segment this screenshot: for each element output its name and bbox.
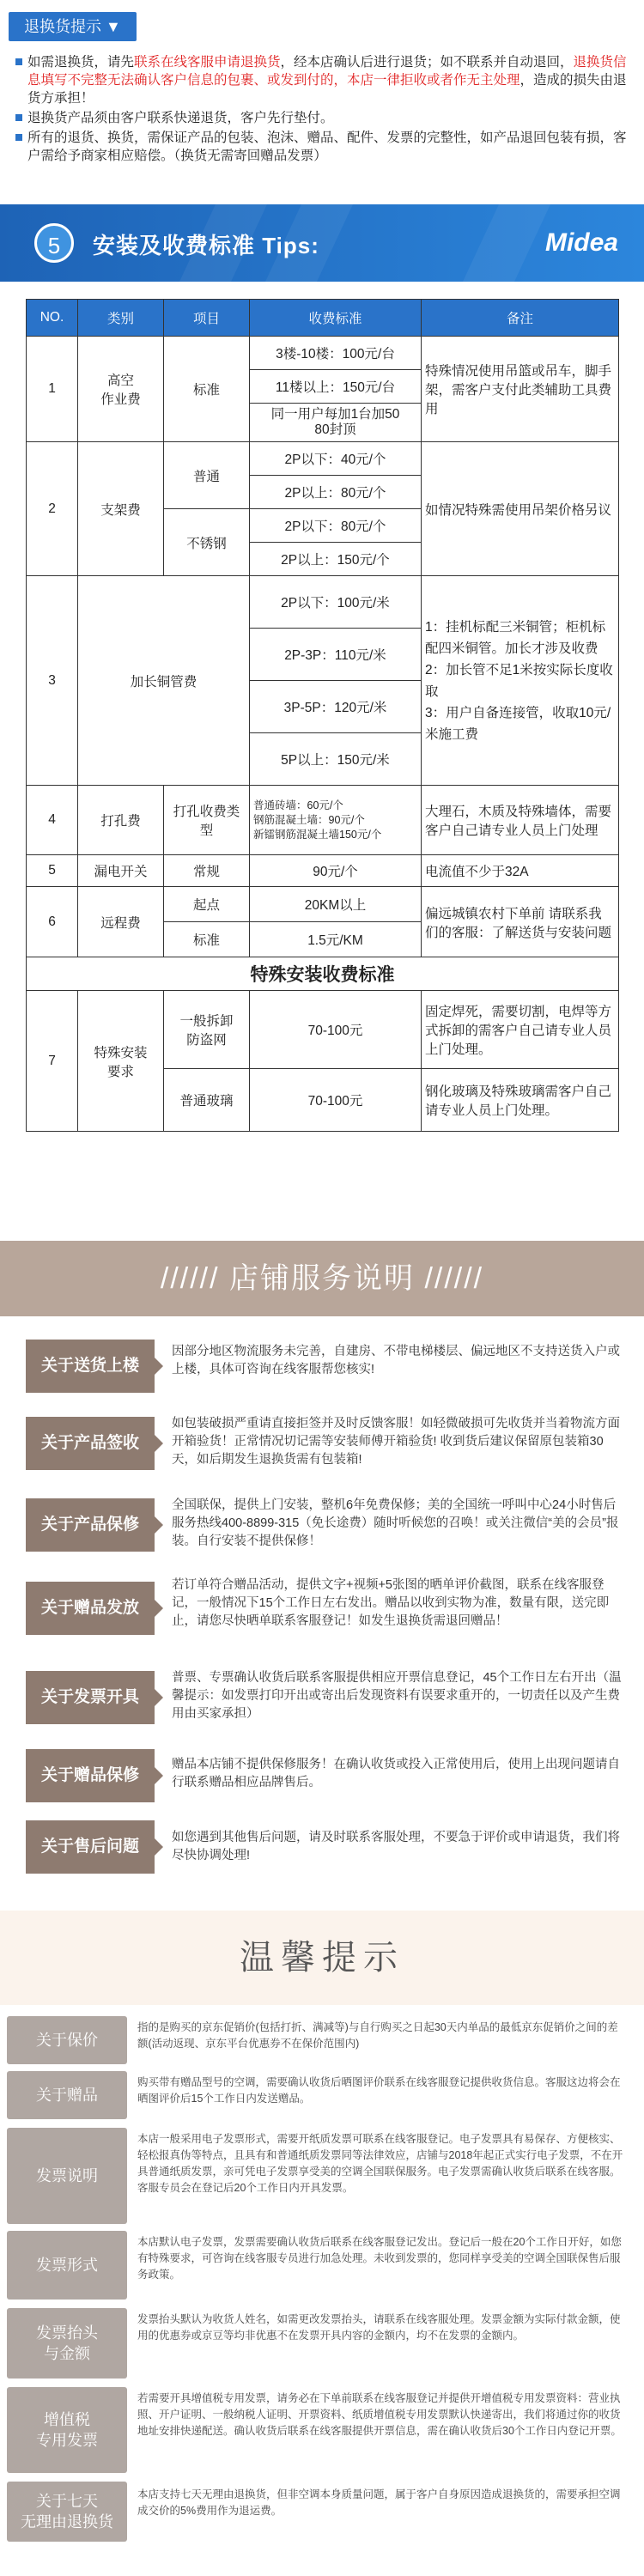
fee-cell: 2P-3P：110元/米 [250, 629, 422, 681]
column-header: 备注 [422, 300, 619, 337]
fee-cell: 90元/个 [250, 855, 422, 887]
return-notice-item: 退换货产品须由客户联系快递退货，客户先行垫付。 [15, 109, 627, 127]
table-row [27, 855, 619, 887]
tip-label: 增值税 专用发票 [7, 2387, 127, 2473]
column-header: NO. [27, 300, 78, 337]
tip-label: 关于保价 [7, 2016, 127, 2064]
note-cell: 大理石，木质及特殊墙体，需要客户自己请专业人员上门处理 [422, 786, 619, 855]
service-label: 关于赠品发放 [26, 1582, 155, 1635]
column-header: 项目 [164, 300, 250, 337]
return-notice-tag[interactable]: 退换货提示 ▼ [9, 12, 137, 41]
table-row [27, 576, 619, 629]
service-label: 关于产品签收 [26, 1417, 155, 1470]
category-cell: 支架费 [78, 442, 164, 576]
service-text: 如您遇到其他售后问题，请及时联系客服处理，不要急于评价或申请退货，我们将尽快协调处理! [172, 1831, 620, 1862]
item-cell: 打孔收费类型 [164, 786, 250, 855]
section-number-badge: 5 [34, 223, 74, 263]
category-cell: 打孔费 [78, 786, 164, 855]
return-notice-list [15, 53, 627, 167]
note-cell: 1：挂机标配三米铜管；柜机标配四米铜管。加长才涉及收费 2：加长管不足1米按实际长度收取 3：用户自备连接管，收取10元/米施工费 [422, 576, 619, 786]
fee-cell: 2P以上：150元/个 [250, 543, 422, 576]
fee-cell: 1.5元/KM [250, 922, 422, 957]
note-cell: 电流值不少于32A [422, 855, 619, 887]
tip-text: 购买带有赠品型号的空调，需要确认收货后晒图评价联系在线客服登记提供收货信息。客服这边将会在晒图评价后15个工作日内发送赠品。 [137, 2076, 621, 2105]
tip-text: 指的是购买的京东促销价(包括打折、满减等)与自行购买之日起30天内单品的最低京东促销价之间的差额(活动返现、京东平台优惠券不在保价范围内) [137, 2021, 618, 2050]
service-label: 关于售后问题 [26, 1820, 155, 1874]
service-label: 关于送货上楼 [26, 1340, 155, 1393]
table-row [27, 991, 619, 1069]
service-text: 如包装破损严重请直接拒签并及时反馈客服！如轻微破损可先收货并当着物流方面开箱验货！正常情况切记需等安装师傅开箱验货! 收到货后建议保留原包装箱30天，如后期发生退换货需有包装箱! [172, 1417, 620, 1467]
service-label: 关于发票开具 [26, 1671, 155, 1724]
fee-cell: 3P-5P：120元/米 [250, 681, 422, 733]
tip-text: 发票抬头默认为收货人姓名，如需更改发票抬头，请联系在线客服处理。发票金额为实际付款金额，使用的优惠券或京豆等均非优惠不在发票开具内容的金额内，均不在发票的金额内。 [137, 2313, 621, 2342]
fee-cell: 3楼-10楼：100元/台 [250, 337, 422, 370]
table-row [27, 786, 619, 855]
service-text: 普票、专票确认收货后联系客服提供相应开票信息登记，45个工作日左右开出（温馨提示：如发票打印开出或寄出后发现资料有误要求重开的，一切责任以及产生费用由买家承担） [172, 1671, 622, 1721]
warm-tips-header: 温馨提示 [0, 1911, 644, 2005]
category-cell: 高空 作业费 [78, 337, 164, 442]
fee-table-container [26, 299, 618, 1132]
fee-cell: 2P以下：100元/米 [250, 576, 422, 629]
special-install-subhead: 特殊安装收费标准 [27, 957, 619, 991]
note-cell: 固定焊死，需要切割，电焊等方式拆卸的需客户自己请专业人员上门处理。 [422, 991, 619, 1069]
fee-cell: 70-100元 [250, 1069, 422, 1132]
category-cell: 远程费 [78, 887, 164, 957]
note-cell: 如情况特殊需使用吊架价格另议 [422, 442, 619, 576]
service-label: 关于赠品保修 [26, 1749, 155, 1802]
fee-cell: 普通砖墙：60元/个 钢筋混凝土墙：90元/个 新镭钢筋混凝土墙150元/个 [250, 786, 422, 855]
table-row [27, 442, 619, 476]
item-cell: 起点 [164, 887, 250, 922]
tip-text: 本店一般采用电子发票形式，需要开纸质发票可联系在线客服登记。电子发票具有易保存、方便核实、轻松报真伪等特点，且具有和普通纸质发票同等法律效应，店铺与2018年起正式实行电子发票，不在开具普通纸质发票，亲可凭电子发票享受美的空调全国联保服务。电子发票需确认收货后联系在线客服。客服专员会在登记后20个工作日内开具发票。 [137, 2133, 623, 2194]
item-cell: 不锈钢 [164, 509, 250, 576]
row-number: 7 [27, 991, 78, 1132]
category-cell: 特殊安装 要求 [78, 991, 164, 1132]
row-number: 5 [27, 855, 78, 887]
tip-text: 若需要开具增值税专用发票，请务必在下单前联系在线客服登记并提供开增值税专用发票资料：营业执照、开户证明、一般纳税人证明、开票资料、纸质增值税专用发票默认快递寄出，我们将通过你的收货地址安排快递配送。确认收货后联系在线客服提供开票信息，需在确认收货后30个工作日内登记开票。 [137, 2392, 622, 2437]
table-row [27, 337, 619, 370]
row-number: 6 [27, 887, 78, 957]
brand-logo: Midea [544, 228, 618, 257]
category-cell: 加长铜管费 [78, 576, 250, 786]
fee-cell: 2P以下：80元/个 [250, 509, 422, 543]
item-cell: 标准 [164, 922, 250, 957]
fee-cell: 11楼以上：150元/台 [250, 370, 422, 404]
service-text: 赠品本店铺不提供保修服务！在确认收货或投入正常使用后，使用上出现问题请自行联系赠品相应品牌售后。 [172, 1758, 620, 1789]
tip-label: 关于七天 无理由退换货 [7, 2482, 127, 2542]
return-notice-item: 如需退换货，请先联系在线客服申请退换货，经本店确认后进行退货；如不联系并自动退回，退换货信息填写不完整无法确认客户信息的包裹、或发到付的，本店一律拒收或者作无主处理，造成的损失由退货方承担！ [15, 53, 627, 107]
item-cell: 普通 [164, 442, 250, 509]
fee-cell: 70-100元 [250, 991, 422, 1069]
table-row [27, 887, 619, 922]
tip-label: 关于赠品 [7, 2071, 127, 2119]
fee-cell: 2P以上：80元/个 [250, 476, 422, 509]
note-cell: 特殊情况使用吊篮或吊车，脚手架，需客户支付此类辅助工具费用 [422, 337, 619, 442]
tip-label: 发票形式 [7, 2231, 127, 2300]
row-number: 1 [27, 337, 78, 442]
shop-service-header: ////// 店铺服务说明 ////// [0, 1241, 644, 1316]
fee-cell: 2P以下：40元/个 [250, 442, 422, 476]
install-fee-banner [0, 204, 644, 282]
service-text: 因部分地区物流服务未完善，自建房、不带电梯楼层、偏远地区不支持送货入户或上楼，具体可咨询在线客服帮您核实! [172, 1345, 620, 1376]
table-row [27, 957, 619, 991]
return-notice-item: 所有的退货、换货，需保证产品的包装、泡沫、赠品、配件、发票的完整性，如产品退回包装有损，客户需给予商家相应赔偿。（换货无需寄回赠品发票） [15, 129, 627, 165]
column-header: 类别 [78, 300, 164, 337]
fee-cell: 同一用户每加1台加50 80封顶 [250, 404, 422, 442]
item-cell: 标准 [164, 337, 250, 442]
tip-label: 发票抬头 与金额 [7, 2308, 127, 2379]
service-text: 若订单符合赠品活动，提供文字+视频+5张图的晒单评价截图，联系在线客服登记，一般情况下15个工作日左右发出。赠品以收到实物为准，数量有限，送完即止，请您尽快晒单联系客服登记！如发生退换货需退回赠品！ [172, 1578, 610, 1628]
table-header-row [27, 300, 619, 337]
item-cell: 普通玻璃 [164, 1069, 250, 1132]
row-number: 3 [27, 576, 78, 786]
fee-table [26, 299, 619, 1132]
tip-text: 本店默认电子发票，发票需要确认收货后联系在线客服登记发出。登记后一般在20个工作日开好，如您有特殊要求，可咨询在线客服专员进行加急处理。未收到发票的，您同样享受美的空调全国联保售后服务政策。 [137, 2236, 622, 2281]
tip-label: 发票说明 [7, 2128, 127, 2224]
item-cell: 一般拆卸 防盗网 [164, 991, 250, 1069]
service-label: 关于产品保修 [26, 1498, 155, 1552]
install-fee-title: 安装及收费标准 Tips: [93, 233, 319, 258]
row-number: 4 [27, 786, 78, 855]
category-cell: 漏电开关 [78, 855, 164, 887]
fee-cell: 20KM以上 [250, 887, 422, 922]
service-text: 全国联保，提供上门安装，整机6年免费保修；美的全国统一呼叫中心24小时售后服务热线400-8899-315（免长途费）随时听候您的召唤！或关注微信“美的会员”报装。自行安装不提供保修！ [172, 1498, 619, 1548]
fee-cell: 5P以上：150元/米 [250, 733, 422, 786]
item-cell: 常规 [164, 855, 250, 887]
note-cell: 偏远城镇农村下单前 请联系我们的客服：了解送货与安装问题 [422, 887, 619, 957]
column-header: 收费标准 [250, 300, 422, 337]
note-cell: 钢化玻璃及特殊玻璃需客户自己请专业人员上门处理。 [422, 1069, 619, 1132]
row-number: 2 [27, 442, 78, 576]
tip-text: 本店支持七天无理由退换货，但非空调本身质量问题，属于客户自身原因造成退换货的，需要承担空调成交价的5%费用作为退运费。 [137, 2488, 621, 2517]
